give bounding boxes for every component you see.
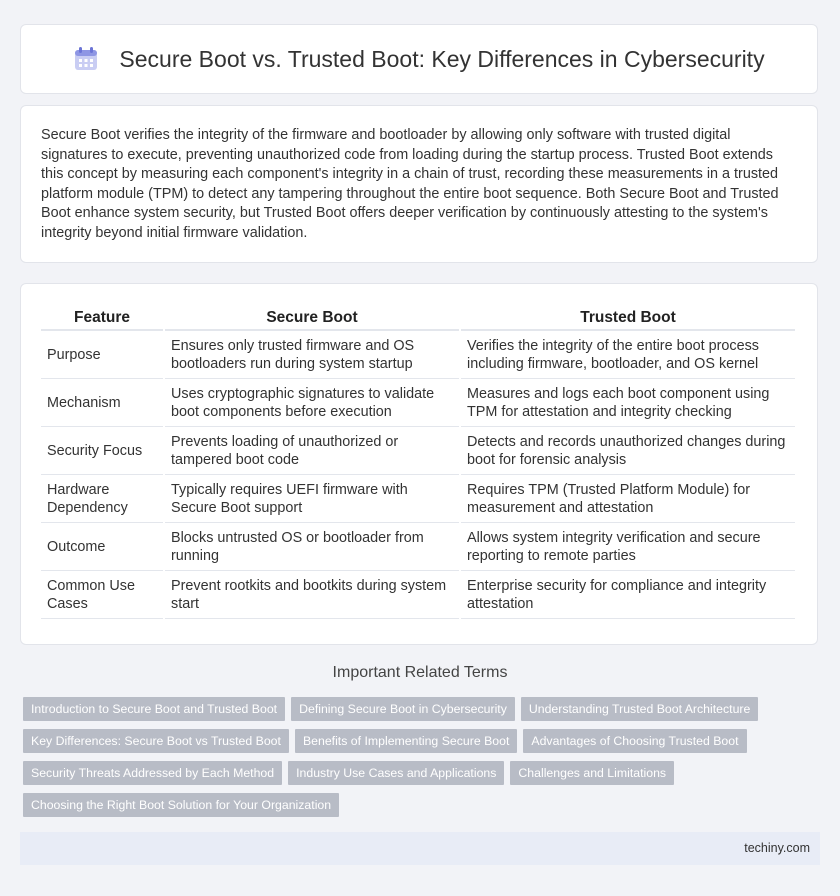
related-term-link[interactable]: Benefits of Implementing Secure Boot — [295, 729, 517, 753]
footer-bar — [20, 832, 820, 865]
feature-cell: Purpose — [41, 331, 163, 379]
footer-brand: techiny.com — [744, 841, 810, 855]
table-row — [41, 523, 795, 571]
related-term-link[interactable]: Industry Use Cases and Applications — [288, 761, 504, 785]
column-header: Secure Boot — [165, 302, 459, 331]
trusted-boot-cell: Verifies the integrity of the entire boot process including firmware, bootloader, and OS kernel — [461, 331, 795, 379]
secure-boot-cell: Ensures only trusted firmware and OS bootloaders run during system startup — [165, 331, 459, 379]
intro-paragraph: Secure Boot verifies the integrity of the firmware and bootloader by allowing only software with trusted digital signatures to execute, preventing unauthorized code from loading during the startup process. Trusted Boot extends this concept by measuring each component's integrity in a chain of trust, recording these measurements in a trusted platform module (TPM) to detect any tampering throughout the entire boot sequence. Both Secure Boot and Trusted Boot enhance system security, but Trusted Boot offers deeper verification by continuously attesting to the system's integrity beyond initial firmware validation. — [41, 127, 779, 241]
related-term-link[interactable]: Defining Secure Boot in Cybersecurity — [291, 697, 515, 721]
comparison-table — [39, 302, 797, 619]
comparison-card — [20, 283, 818, 645]
table-header-row — [41, 302, 795, 331]
table-row — [41, 571, 795, 619]
trusted-boot-cell: Detects and records unauthorized changes during boot for forensic analysis — [461, 427, 795, 475]
related-terms-list — [23, 697, 823, 817]
feature-cell: Outcome — [41, 523, 163, 571]
feature-cell: Security Focus — [41, 427, 163, 475]
intro-card — [20, 105, 818, 263]
table-row — [41, 379, 795, 427]
related-term-link[interactable]: Security Threats Addressed by Each Method — [23, 761, 282, 785]
trusted-boot-cell: Enterprise security for compliance and integrity attestation — [461, 571, 795, 619]
related-term-link[interactable]: Understanding Trusted Boot Architecture — [521, 697, 758, 721]
page-title: Secure Boot vs. Trusted Boot: Key Differences in Cybersecurity — [119, 45, 765, 72]
related-term-link[interactable]: Choosing the Right Boot Solution for Your Organization — [23, 793, 339, 817]
related-term-link[interactable]: Key Differences: Secure Boot vs Trusted Boot — [23, 729, 289, 753]
secure-boot-cell: Prevents loading of unauthorized or tampered boot code — [165, 427, 459, 475]
secure-boot-cell: Blocks untrusted OS or bootloader from running — [165, 523, 459, 571]
feature-cell: Hardware Dependency — [41, 475, 163, 523]
related-terms-heading: Important Related Terms — [332, 664, 508, 681]
table-row — [41, 331, 795, 379]
calendar-icon — [73, 46, 99, 72]
trusted-boot-cell: Requires TPM (Trusted Platform Module) for measurement and attestation — [461, 475, 795, 523]
column-header: Trusted Boot — [461, 302, 795, 331]
trusted-boot-cell: Allows system integrity verification and secure reporting to remote parties — [461, 523, 795, 571]
related-term-link[interactable]: Challenges and Limitations — [510, 761, 674, 785]
table-row — [41, 427, 795, 475]
column-header: Feature — [41, 302, 163, 331]
table-row — [41, 475, 795, 523]
title-card — [20, 24, 818, 94]
related-term-link[interactable]: Advantages of Choosing Trusted Boot — [523, 729, 746, 753]
trusted-boot-cell: Measures and logs each boot component using TPM for attestation and integrity checking — [461, 379, 795, 427]
secure-boot-cell: Uses cryptographic signatures to validate boot components before execution — [165, 379, 459, 427]
secure-boot-cell: Prevent rootkits and bootkits during system start — [165, 571, 459, 619]
feature-cell: Common Use Cases — [41, 571, 163, 619]
secure-boot-cell: Typically requires UEFI firmware with Secure Boot support — [165, 475, 459, 523]
feature-cell: Mechanism — [41, 379, 163, 427]
related-term-link[interactable]: Introduction to Secure Boot and Trusted Boot — [23, 697, 285, 721]
